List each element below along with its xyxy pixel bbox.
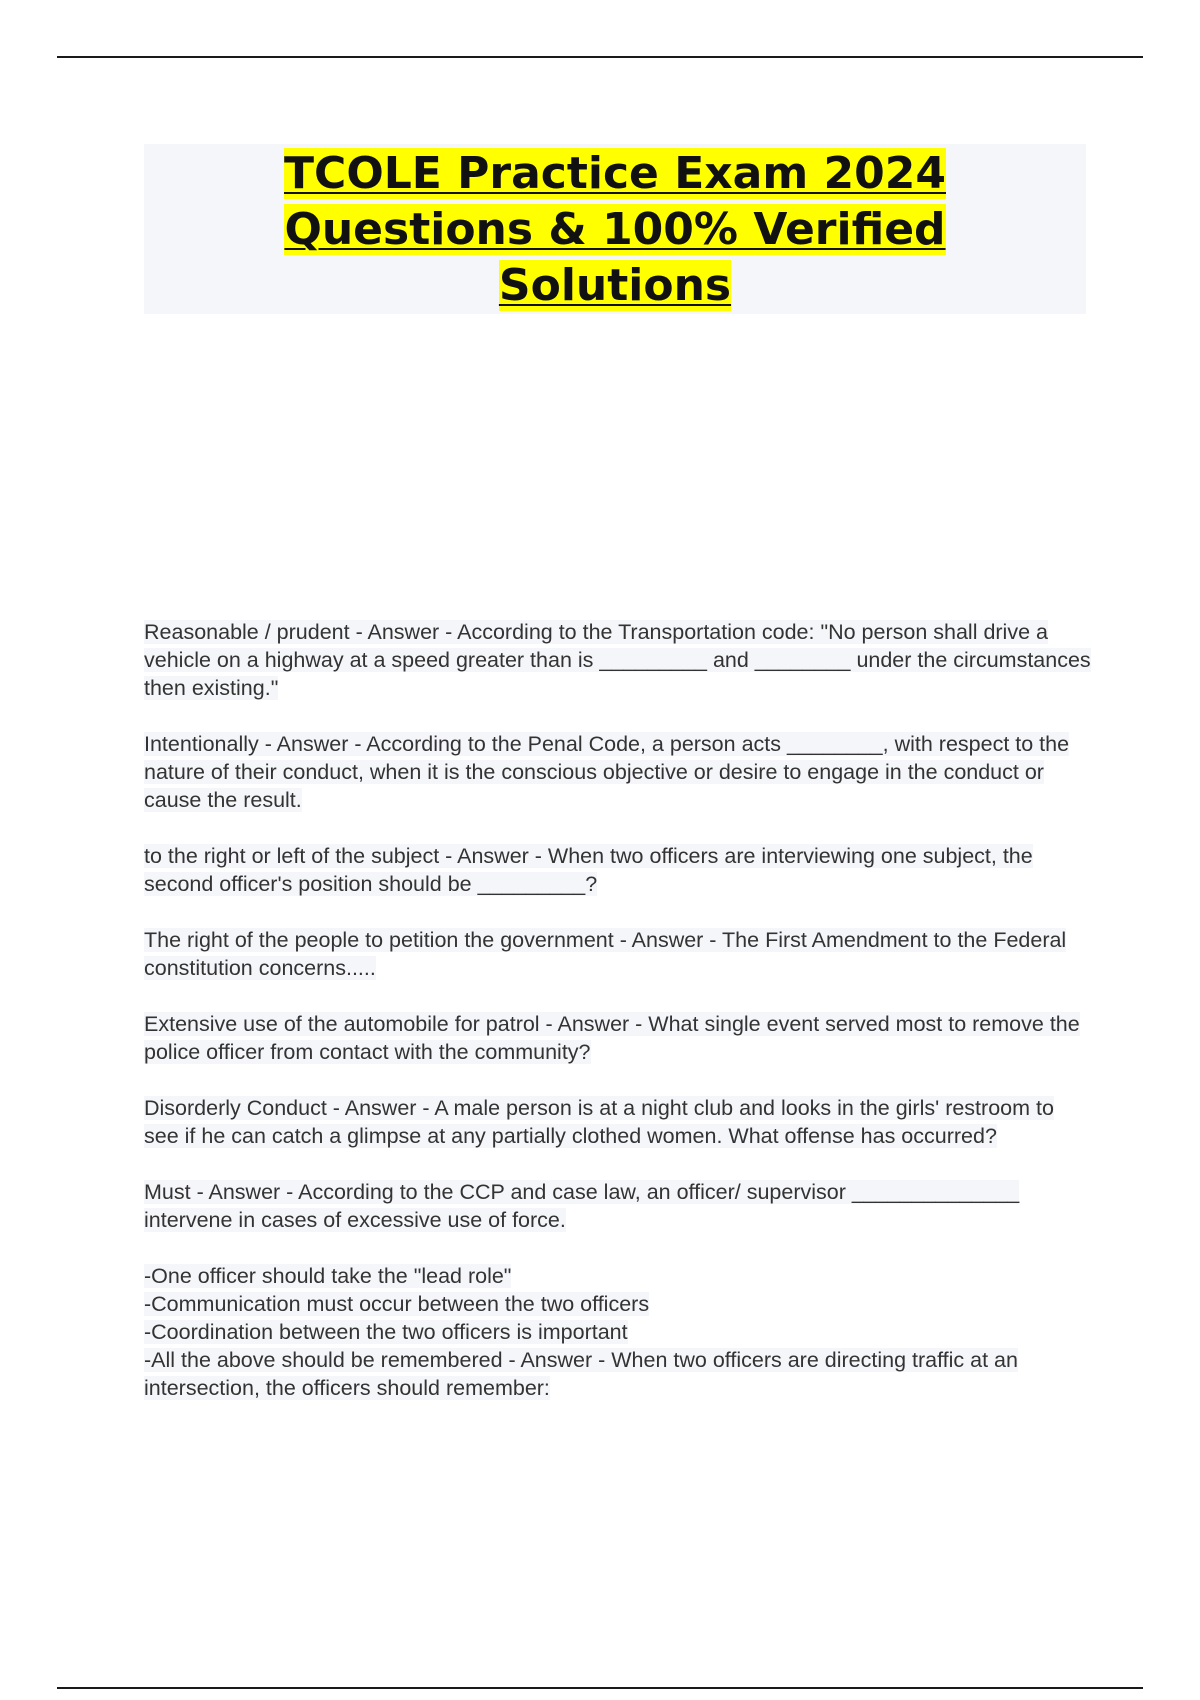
qa-item-line: -All the above should be remembered - Answer - When two officers are directing traffic at an intersection, the officers should remember:	[144, 1348, 1018, 1400]
document-title	[245, 146, 985, 314]
footer-rule	[57, 1687, 1143, 1689]
qa-item-text: Reasonable / prudent - Answer - According to the Transportation code: "No person shall drive a vehicle on a highway at a speed greater than is _________ and ________ under the circumstances then existing."	[144, 620, 1091, 700]
header-rule	[57, 56, 1143, 58]
qa-item	[144, 1178, 1094, 1234]
qa-item	[144, 842, 1094, 898]
qa-item-text: to the right or left of the subject - Answer - When two officers are interviewing one subject, the second officer's position should be _________?	[144, 844, 1033, 896]
document-title-text: TCOLE Practice Exam 2024 Questions & 100% Verified Solutions	[284, 148, 946, 311]
qa-item-line: -Communication must occur between the two officers	[144, 1292, 650, 1316]
qa-item	[144, 618, 1094, 702]
qa-item	[144, 730, 1094, 814]
qa-item-text: The right of the people to petition the government - Answer - The First Amendment to the Federal constitution concerns.....	[144, 928, 1067, 980]
qa-item-text: Intentionally - Answer - According to the Penal Code, a person acts ________, with respect to the nature of their conduct, when it is the conscious objective or desire to engage in the conduct or cause the result.	[144, 732, 1070, 812]
qa-item-line: -Coordination between the two officers is important	[144, 1320, 628, 1344]
qa-item	[144, 926, 1094, 982]
qa-item-text: Must - Answer - According to the CCP and case law, an officer/ supervisor ______________ intervene in cases of excessive use of force.	[144, 1180, 1020, 1232]
qa-item-text: Disorderly Conduct - Answer - A male person is at a night club and looks in the girls' restroom to see if he can catch a glimpse at any partially clothed women. What offense has occurred?	[144, 1096, 1054, 1148]
qa-item-multiline	[144, 1262, 1094, 1402]
qa-item	[144, 1094, 1094, 1150]
qa-item	[144, 1010, 1094, 1066]
qa-item-line: -One officer should take the "lead role"	[144, 1264, 512, 1288]
qa-item-text: Extensive use of the automobile for patrol - Answer - What single event served most to remove the police officer from contact with the community?	[144, 1012, 1080, 1064]
question-answer-list	[144, 618, 1094, 1430]
title-banner	[144, 144, 1086, 314]
